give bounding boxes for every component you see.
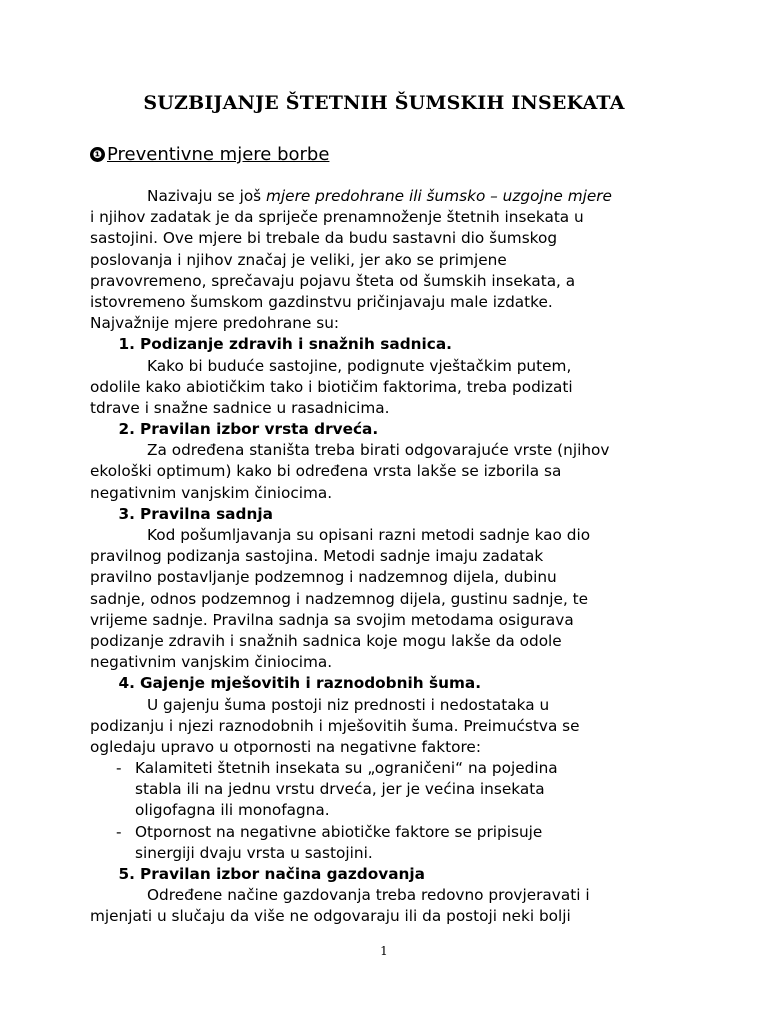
paragraph-line: odolile kako abiotičkim tako i biotičim faktorima, treba podizati <box>90 377 573 396</box>
list-item-number: 2. <box>118 420 135 439</box>
list-item-number: 4. <box>118 674 135 693</box>
bullet-text: Otpornost na negativne abiotičke faktore se pripisuje <box>135 822 543 841</box>
paragraph-line: pravilno postavljanje podzemnog i nadzemnog dijela, dubinu <box>90 568 557 587</box>
paragraph-line: podizanju i njezi raznodobnih i mješovitih šuma. Preimućstva se <box>90 716 580 735</box>
paragraph-line: U gajenju šuma postoji niz prednosti i nedostataka u <box>147 695 550 714</box>
paragraph-line: pravilnog podizanja sastojina. Metodi sadnje imaju zadatak <box>90 547 544 566</box>
paragraph-line: Najvažnije mjere predohrane su: <box>90 314 340 333</box>
list-item-title: Podizanje zdravih i snažnih sadnica. <box>140 335 452 354</box>
page-number: 1 <box>380 944 388 958</box>
document-title: SUZBIJANJE ŠTETNIH ŠUMSKIH INSEKATA <box>143 92 625 114</box>
bullet-text: oligofagna ili monofagna. <box>135 801 330 820</box>
list-item-heading <box>90 673 690 694</box>
bullet-text: sinergiji dvaju vrsta u sastojini. <box>135 843 373 862</box>
paragraph-line: negativnim vanjskim činiocima. <box>90 483 333 502</box>
paragraph-line: podizanje zdravih i snažnih sadnica koje mogu lakše da odole <box>90 631 562 650</box>
paragraph-line: vrijeme sadnje. Pravilna sadnja sa svojim metodama osigurava <box>90 610 574 629</box>
paragraph-line: tdrave i snažne sadnice u rasadnicima. <box>90 398 390 417</box>
bullet-dash: - <box>116 759 122 778</box>
list-item-title: Gajenje mješovitih i raznodobnih šuma. <box>140 674 482 693</box>
list-item-heading <box>90 864 690 885</box>
number-one-circle-icon: ❶ <box>90 147 105 162</box>
intro-plain: Nazivaju se još <box>147 187 267 205</box>
bullet-item <box>90 822 690 843</box>
bullet-text: Kalamiteti štetnih insekata su „ograničeni“ na pojedina <box>135 759 558 778</box>
paragraph-line: Kod pošumljavanja su opisani razni metodi sadnje kao dio <box>147 526 591 544</box>
paragraph-line: i njihov zadatak je da spriječe prenamnoženje štetnih insekata u <box>90 208 584 227</box>
bullet-dash: - <box>116 822 122 841</box>
list-item-number: 3. <box>118 504 135 523</box>
section-heading-text: Preventivne mjere borbe <box>107 144 330 165</box>
list-item-number: 1. <box>118 335 135 354</box>
list-item-title: Pravilna sadnja <box>140 504 273 523</box>
paragraph-line: ogledaju upravo u otpornosti na negativne faktore: <box>90 737 481 756</box>
paragraph-line: Za određena staništa treba birati odgovarajuće vrste (njihov <box>147 441 610 460</box>
paragraph-line: pravovremeno, sprečavaju pojavu šteta od šumskih insekata, a <box>90 271 576 290</box>
section-heading <box>90 144 329 165</box>
list-item-title: Pravilan izbor vrsta drveća. <box>140 420 379 439</box>
document-body <box>90 186 690 928</box>
paragraph-line: Određene načine gazdovanja treba redovno provjeravati i <box>147 886 590 905</box>
paragraph-line: ekološki optimum) kako bi određena vrsta lakše se izborila sa <box>90 462 562 481</box>
intro-italic: mjere predohrane ili šumsko – uzgojne mjere <box>266 187 612 205</box>
list-item-heading <box>90 504 690 525</box>
paragraph-line: sadnje, odnos podzemnog i nadzemnog dijela, gustinu sadnje, te <box>90 589 589 608</box>
list-item-heading <box>90 334 690 355</box>
list-item-heading <box>90 419 690 440</box>
paragraph-line: sastojini. Ove mjere bi trebale da budu sastavni dio šumskog <box>90 229 558 248</box>
paragraph-line: Kako bi buduće sastojine, podignute vještačkim putem, <box>147 356 572 375</box>
bullet-item <box>90 758 690 779</box>
bullet-text: stabla ili na jednu vrstu drveća, jer je većina insekata <box>135 780 545 799</box>
intro-first-line <box>90 186 690 207</box>
paragraph-line: istovremeno šumskom gazdinstvu pričinjavaju male izdatke. <box>90 292 553 311</box>
paragraph-line: negativnim vanjskim činiocima. <box>90 653 333 672</box>
paragraph-line: mjenjati u slučaju da više ne odgovaraju ili da postoji neki bolji <box>90 907 571 926</box>
list-item-title: Pravilan izbor načina gazdovanja <box>140 865 425 883</box>
paragraph-line: poslovanja i njihov značaj je veliki, jer ako se primjene <box>90 250 507 269</box>
list-item-number: 5. <box>118 865 135 883</box>
